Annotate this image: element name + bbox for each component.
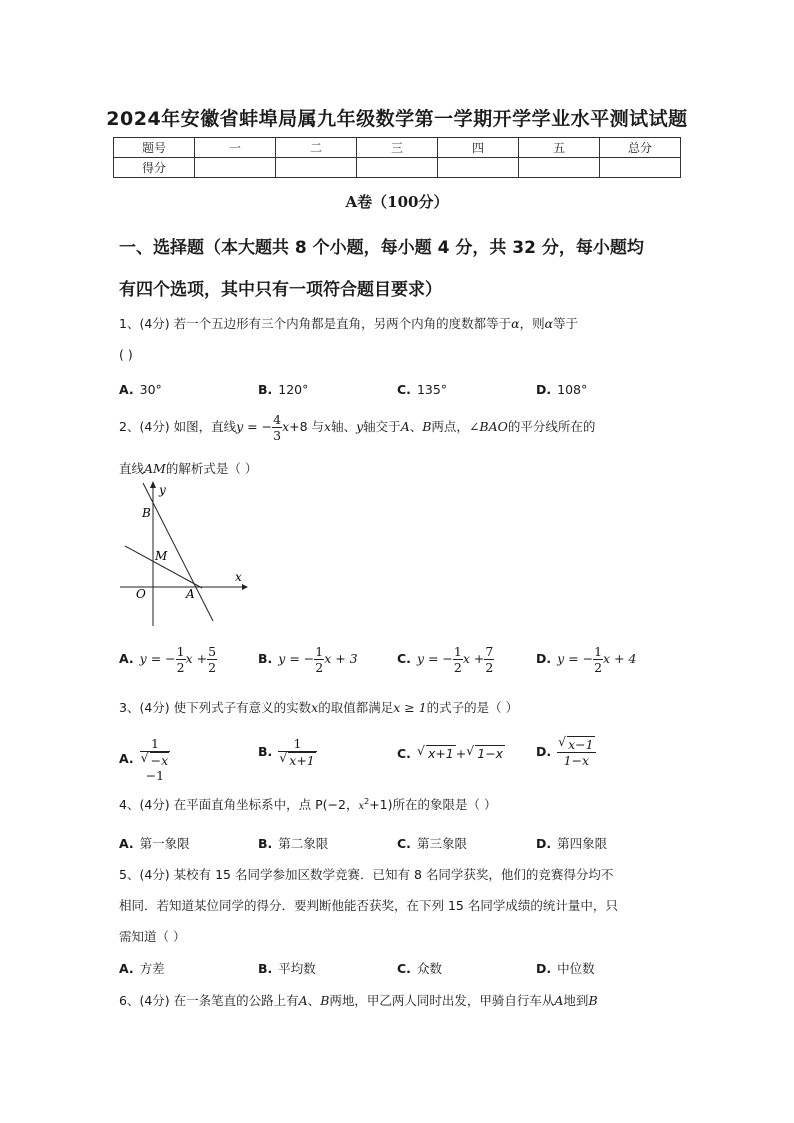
label-y: y (159, 483, 166, 497)
q4-option-b[interactable]: B. 第二象限 (258, 836, 329, 851)
question-5-line3: 需知道（ ） (119, 929, 186, 944)
q2-option-d[interactable]: D. y = − $\frac{1}{2}$ x + 4 (536, 644, 637, 675)
question-1-paren: ( ) (119, 347, 133, 362)
score-header-cell: 四 (438, 138, 519, 158)
q3-option-d[interactable]: D. √ $\frac{x-1}{1-x}$ (536, 736, 596, 768)
score-cell (519, 158, 600, 178)
score-table-header-row (114, 138, 681, 158)
q4-option-d[interactable]: D. 第四象限 (536, 836, 608, 851)
question-4: 4、(4分) 在平面直角坐标系中，点 P(−2，$x^2+1$)所在的象限是（ ） (119, 796, 497, 812)
q3-option-c[interactable]: C.√ x+1 +√ 1−x (397, 745, 505, 761)
coordinate-figure (118, 478, 248, 628)
q1-option-c[interactable]: C. 135° (397, 382, 448, 397)
q3-option-a[interactable]: A. 1 √ −x −1 (119, 736, 170, 783)
q5-option-a[interactable]: A. 方差 (119, 961, 165, 976)
q5-option-b[interactable]: B. 平均数 (258, 961, 316, 976)
question-2-line2: 直线AM的解析式是（ ） (119, 461, 258, 476)
score-header-cell: 二 (276, 138, 357, 158)
alpha-symbol: α (511, 316, 520, 331)
section-heading-line2: 有四个选项，其中只有一项符合题目要求） (119, 280, 442, 300)
question-2: 2、(4分) 如图，直线y = − $\frac{4}{3}$ x+8 与x轴、y轴交于A、B两点，∠BAO的平分线所在的 (119, 412, 596, 443)
q3-option-b[interactable]: B. 1 √ x+1 (258, 736, 317, 768)
section-heading-line1: 一、选择题（本大题共 8 个小题，每小题 4 分，共 32 分，每小题均 (119, 238, 644, 258)
label-x: x (235, 570, 242, 584)
score-table (113, 137, 681, 178)
y-axis-arrow (150, 481, 156, 488)
question-1: 1、(4分) 若一个五边形有三个内角都是直角，另两个内角的度数都等于α，则α等于 (119, 316, 579, 331)
x-axis-arrow (242, 584, 248, 590)
score-header-cell: 总分 (600, 138, 681, 158)
fraction: $\frac{4}{3}$ (273, 412, 282, 443)
score-cell (195, 158, 276, 178)
question-5-line1: 5、(4分) 某校有 15 名同学参加区数学竞赛．已知有 8 名同学获奖，他们的竞赛得分均不 (119, 867, 614, 882)
q2-option-b[interactable]: B. y = − $\frac{1}{2}$ x + 3 (258, 644, 358, 675)
question-3: 3、(4分) 使下列式子有意义的实数x的取值都满足x ≥ 1的式子的是（ ） (119, 700, 519, 715)
score-cell (600, 158, 681, 178)
q5-option-d[interactable]: D. 中位数 (536, 961, 595, 976)
section-a-title: A卷（100分） (345, 193, 449, 211)
score-row-label: 得分 (114, 158, 195, 178)
exam-title: 2024年安徽省蚌埠局属九年级数学第一学期开学学业水平测试试题 (106, 108, 688, 130)
score-cell (438, 158, 519, 178)
score-cell (357, 158, 438, 178)
score-header-cell: 三 (357, 138, 438, 158)
question-5-line2: 相同．若知道某位同学的得分．要判断他能否获奖，在下列 15 名同学成绩的统计量中，只 (119, 898, 618, 913)
q4-option-a[interactable]: A. 第一象限 (119, 836, 190, 851)
q1-option-d[interactable]: D. 108° (536, 382, 588, 397)
label-m: M (155, 549, 168, 563)
score-header-cell: 五 (519, 138, 600, 158)
score-header-cell: 题号 (114, 138, 195, 158)
q2-option-a[interactable]: A. y = − $\frac{1}{2}$ x + $\frac{5}{2}$ (119, 644, 217, 675)
question-6: 6、(4分) 在一条笔直的公路上有A、B两地，甲乙两人同时出发，甲骑自行车从A地到B (119, 993, 598, 1008)
alpha-symbol: α (544, 316, 554, 331)
q1-option-b[interactable]: B. 120° (258, 382, 309, 397)
label-a: A (186, 587, 195, 601)
score-cell (276, 158, 357, 178)
label-o: O (136, 587, 146, 601)
q4-option-c[interactable]: C. 第三象限 (397, 836, 467, 851)
q2-option-c[interactable]: C. y = − $\frac{1}{2}$ x + $\frac{7}{2}$ (397, 644, 494, 675)
score-header-cell: 一 (195, 138, 276, 158)
q5-option-c[interactable]: C. 众数 (397, 961, 442, 976)
label-b: B (142, 506, 151, 520)
score-table-score-row (114, 158, 681, 178)
q1-option-a[interactable]: A. 30° (119, 382, 162, 397)
